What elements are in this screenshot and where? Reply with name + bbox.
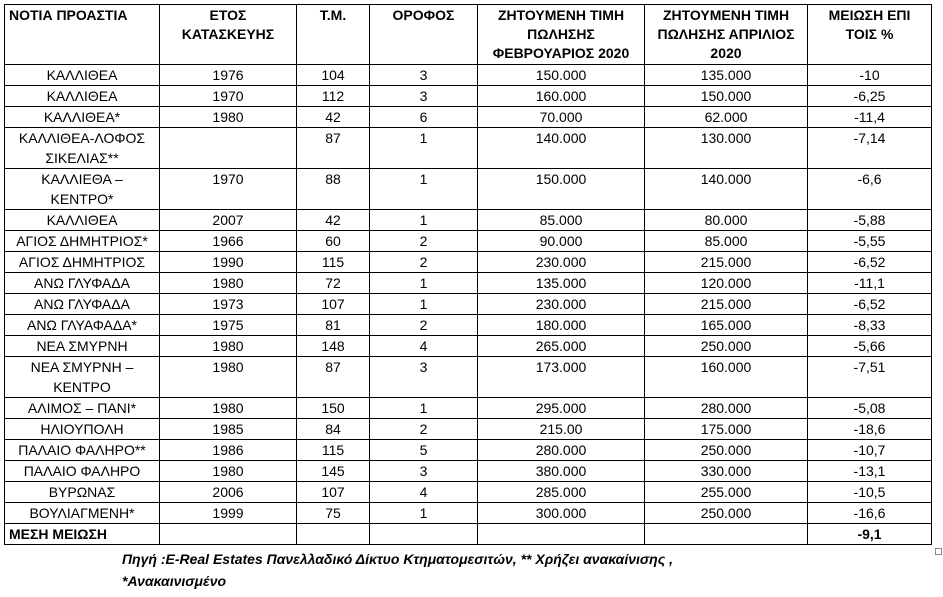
cell-sqm: 81	[297, 315, 370, 336]
cell-sqm: 115	[297, 252, 370, 273]
header-price-feb: ΖΗΤΟΥΜΕΝΗ ΤΙΜΗ ΠΩΛΗΣΗΣ ΦΕΒΡΟΥΑΡΙΟΣ 2020	[478, 5, 645, 65]
table-row	[5, 107, 932, 128]
cell-price-apr: 62.000	[645, 107, 808, 128]
cell-floor: 1	[370, 294, 478, 315]
cell-year: 2006	[160, 482, 297, 503]
cell-price-feb: 295.000	[478, 398, 645, 419]
cell-floor: 3	[370, 65, 478, 86]
cell-price-apr: 255.000	[645, 482, 808, 503]
table-row	[5, 210, 932, 231]
table-row	[5, 65, 932, 86]
cell-suburb: ΝΕΑ ΣΜΥΡΝΗ	[5, 336, 160, 357]
header-sqm: Τ.Μ.	[297, 5, 370, 65]
table-row	[5, 252, 932, 273]
cell-suburb: ΠΑΛΑΙΟ ΦΑΛΗΡΟ**	[5, 440, 160, 461]
average-row	[5, 524, 932, 545]
cell-reduction: -16,6	[808, 503, 932, 524]
cell-year: 1980	[160, 357, 297, 398]
cell-price-feb: 180.000	[478, 315, 645, 336]
cell-floor: 1	[370, 273, 478, 294]
cell-reduction: -5,08	[808, 398, 932, 419]
cell-price-feb: 140.000	[478, 128, 645, 169]
cell-suburb: ΑΓΙΟΣ ΔΗΜΗΤΡΙΟΣ*	[5, 231, 160, 252]
table-resize-handle[interactable]	[935, 548, 942, 555]
cell-floor: 3	[370, 86, 478, 107]
cell-year: 1990	[160, 252, 297, 273]
cell-suburb: ΒΟΥΛΙΑΓΜΕΝΗ*	[5, 503, 160, 524]
cell-year: 1970	[160, 169, 297, 210]
cell-price-feb: 285.000	[478, 482, 645, 503]
cell-price-feb: 173.000	[478, 357, 645, 398]
cell-year: 1986	[160, 440, 297, 461]
table-row	[5, 461, 932, 482]
cell-suburb: ΑΓΙΟΣ ΔΗΜΗΤΡΙΟΣ	[5, 252, 160, 273]
cell-price-feb: 280.000	[478, 440, 645, 461]
table-row	[5, 440, 932, 461]
cell-price-feb: 230.000	[478, 252, 645, 273]
cell-price-apr: 85.000	[645, 231, 808, 252]
cell-sqm: 72	[297, 273, 370, 294]
cell-price-apr: 120.000	[645, 273, 808, 294]
cell-suburb: ΚΑΛΛΙΘΕΑ	[5, 86, 160, 107]
cell-year: 1975	[160, 315, 297, 336]
cell-year: 2007	[160, 210, 297, 231]
cell-sqm: 84	[297, 419, 370, 440]
cell-reduction: -5,55	[808, 231, 932, 252]
table-row	[5, 86, 932, 107]
table-row	[5, 128, 932, 169]
cell-year: 1976	[160, 65, 297, 86]
cell-year	[160, 128, 297, 169]
cell-sqm: 104	[297, 65, 370, 86]
cell-year: 1980	[160, 461, 297, 482]
header-reduction: ΜΕΙΩΣΗ ΕΠΙ ΤΟΙΣ %	[808, 5, 932, 65]
cell-floor: 1	[370, 503, 478, 524]
table-row	[5, 231, 932, 252]
cell-sqm: 107	[297, 482, 370, 503]
cell-year: 1985	[160, 419, 297, 440]
cell-year: 1980	[160, 398, 297, 419]
average-label: ΜΕΣΗ ΜΕΙΩΣΗ	[5, 524, 160, 545]
table-row	[5, 169, 932, 210]
cell-price-feb: 70.000	[478, 107, 645, 128]
cell-price-feb: 150.000	[478, 65, 645, 86]
cell-year: 1973	[160, 294, 297, 315]
average-empty-cell	[370, 524, 478, 545]
cell-sqm: 60	[297, 231, 370, 252]
header-row	[5, 5, 932, 65]
cell-reduction: -8,33	[808, 315, 932, 336]
source-note-line2: *Ανακαινισμένο	[122, 573, 227, 589]
cell-reduction: -7,14	[808, 128, 932, 169]
cell-floor: 1	[370, 210, 478, 231]
cell-sqm: 145	[297, 461, 370, 482]
cell-suburb: ΑΛΙΜΟΣ – ΠΑΝΙ*	[5, 398, 160, 419]
cell-price-apr: 80.000	[645, 210, 808, 231]
average-empty-cell	[645, 524, 808, 545]
cell-price-feb: 265.000	[478, 336, 645, 357]
cell-price-feb: 380.000	[478, 461, 645, 482]
cell-reduction: -6,6	[808, 169, 932, 210]
cell-floor: 2	[370, 231, 478, 252]
table-row	[5, 315, 932, 336]
cell-floor: 3	[370, 461, 478, 482]
cell-price-apr: 215.000	[645, 252, 808, 273]
cell-price-apr: 165.000	[645, 315, 808, 336]
average-empty-cell	[297, 524, 370, 545]
cell-year: 1999	[160, 503, 297, 524]
cell-price-feb: 85.000	[478, 210, 645, 231]
table-row	[5, 398, 932, 419]
header-year: ΕΤΟΣ ΚΑΤΑΣΚΕΥΗΣ	[160, 5, 297, 65]
cell-floor: 3	[370, 357, 478, 398]
cell-year: 1980	[160, 107, 297, 128]
cell-floor: 1	[370, 398, 478, 419]
cell-reduction: -6,25	[808, 86, 932, 107]
cell-price-feb: 90.000	[478, 231, 645, 252]
cell-year: 1980	[160, 336, 297, 357]
cell-price-feb: 135.000	[478, 273, 645, 294]
cell-suburb: ΚΑΛΛΙΘΕΑ*	[5, 107, 160, 128]
cell-suburb: ΚΑΛΛΙΘΕΑ	[5, 65, 160, 86]
cell-sqm: 148	[297, 336, 370, 357]
cell-price-apr: 280.000	[645, 398, 808, 419]
cell-suburb: ΝΕΑ ΣΜΥΡΝΗ – ΚΕΝΤΡΟ	[5, 357, 160, 398]
cell-suburb: ΑΝΩ ΓΛΥΑΦΑΔΑ*	[5, 315, 160, 336]
cell-suburb: ΚΑΛΛΙΘΕΑ	[5, 210, 160, 231]
header-price-apr: ΖΗΤΟΥΜΕΝΗ ΤΙΜΗ ΠΩΛΗΣΗΣ ΑΠΡΙΛΙΟΣ 2020	[645, 5, 808, 65]
cell-price-apr: 160.000	[645, 357, 808, 398]
table-body	[5, 65, 932, 545]
cell-sqm: 75	[297, 503, 370, 524]
cell-floor: 2	[370, 419, 478, 440]
cell-price-feb: 300.000	[478, 503, 645, 524]
cell-reduction: -6,52	[808, 252, 932, 273]
source-note-line1: Πηγή :E-Real Estates Πανελλαδικό Δίκτυο Κτηματομεσιτών, ** Χρήζει ανακαίνισης ,	[122, 551, 673, 567]
cell-suburb: ΑΝΩ ΓΛΥΦΑΔΑ	[5, 273, 160, 294]
cell-price-apr: 150.000	[645, 86, 808, 107]
cell-reduction: -10,7	[808, 440, 932, 461]
cell-price-feb: 215.00	[478, 419, 645, 440]
cell-suburb: ΒΥΡΩΝΑΣ	[5, 482, 160, 503]
cell-year: 1970	[160, 86, 297, 107]
cell-sqm: 115	[297, 440, 370, 461]
price-table	[4, 4, 932, 545]
header-suburb: ΝΟΤΙΑ ΠΡΟΑΣΤΙΑ	[5, 5, 160, 65]
cell-reduction: -18,6	[808, 419, 932, 440]
cell-reduction: -11,4	[808, 107, 932, 128]
cell-suburb: ΗΛΙΟΥΠΟΛΗ	[5, 419, 160, 440]
cell-sqm: 42	[297, 107, 370, 128]
cell-price-feb: 230.000	[478, 294, 645, 315]
cell-suburb: ΑΝΩ ΓΛΥΦΑΔΑ	[5, 294, 160, 315]
table-row	[5, 503, 932, 524]
table-row	[5, 294, 932, 315]
cell-reduction: -11,1	[808, 273, 932, 294]
cell-price-apr: 250.000	[645, 336, 808, 357]
cell-price-apr: 250.000	[645, 503, 808, 524]
cell-year: 1980	[160, 273, 297, 294]
cell-reduction: -7,51	[808, 357, 932, 398]
cell-price-apr: 130.000	[645, 128, 808, 169]
cell-reduction: -10,5	[808, 482, 932, 503]
cell-floor: 2	[370, 315, 478, 336]
cell-reduction: -5,66	[808, 336, 932, 357]
cell-price-apr: 215.000	[645, 294, 808, 315]
cell-sqm: 87	[297, 128, 370, 169]
cell-sqm: 107	[297, 294, 370, 315]
cell-price-apr: 140.000	[645, 169, 808, 210]
average-empty-cell	[478, 524, 645, 545]
cell-reduction: -13,1	[808, 461, 932, 482]
table-row	[5, 357, 932, 398]
cell-floor: 1	[370, 169, 478, 210]
cell-reduction: -5,88	[808, 210, 932, 231]
cell-sqm: 112	[297, 86, 370, 107]
cell-price-feb: 160.000	[478, 86, 645, 107]
cell-price-apr: 175.000	[645, 419, 808, 440]
header-floor: ΟΡΟΦΟΣ	[370, 5, 478, 65]
cell-floor: 4	[370, 336, 478, 357]
cell-floor: 6	[370, 107, 478, 128]
cell-suburb: ΚΑΛΛΙΕΘΑ – ΚΕΝΤΡΟ*	[5, 169, 160, 210]
average-reduction: -9,1	[808, 524, 932, 545]
cell-price-feb: 150.000	[478, 169, 645, 210]
cell-price-apr: 135.000	[645, 65, 808, 86]
average-empty-cell	[160, 524, 297, 545]
cell-floor: 2	[370, 252, 478, 273]
cell-year: 1966	[160, 231, 297, 252]
cell-reduction: -6,52	[808, 294, 932, 315]
cell-price-apr: 330.000	[645, 461, 808, 482]
cell-floor: 5	[370, 440, 478, 461]
cell-suburb: ΚΑΛΛΙΘΕΑ-ΛΟΦΟΣ ΣΙΚΕΛΙΑΣ**	[5, 128, 160, 169]
cell-sqm: 150	[297, 398, 370, 419]
cell-sqm: 88	[297, 169, 370, 210]
table-row	[5, 336, 932, 357]
table-row	[5, 419, 932, 440]
cell-reduction: -10	[808, 65, 932, 86]
cell-price-apr: 250.000	[645, 440, 808, 461]
cell-sqm: 42	[297, 210, 370, 231]
cell-suburb: ΠΑΛΑΙΟ ΦΑΛΗΡΟ	[5, 461, 160, 482]
cell-floor: 1	[370, 128, 478, 169]
table-row	[5, 482, 932, 503]
table-row	[5, 273, 932, 294]
cell-floor: 4	[370, 482, 478, 503]
cell-sqm: 87	[297, 357, 370, 398]
